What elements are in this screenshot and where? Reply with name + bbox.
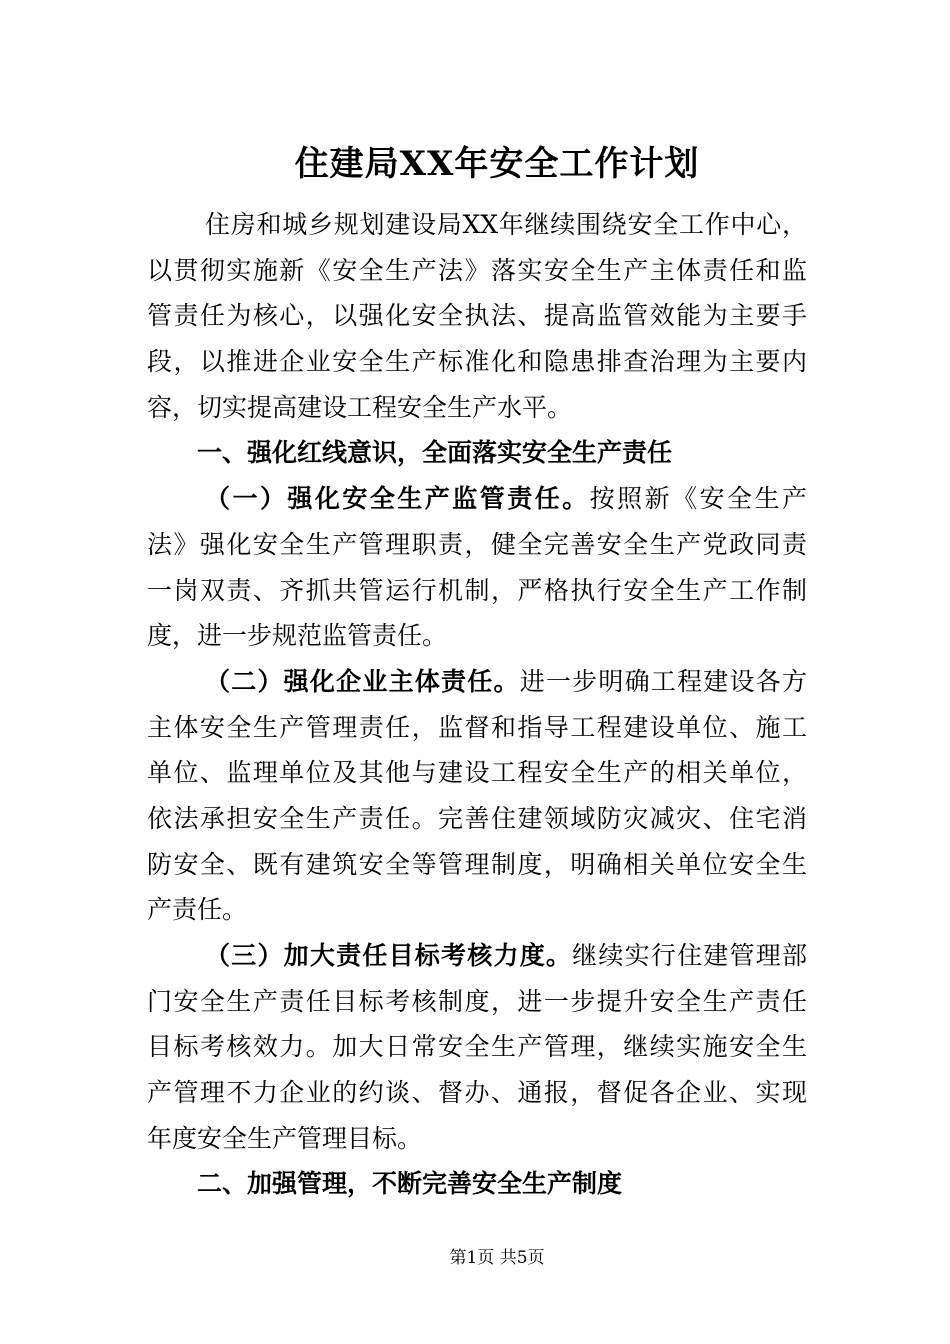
subsection-heading: （三）加大责任目标考核力度。 xyxy=(205,941,573,970)
document-title: 住建局XX年安全工作计划 xyxy=(294,144,700,184)
text-line xyxy=(147,1070,807,1116)
section-heading: 一、强化红线意识，全面落实安全生产责任 xyxy=(197,438,673,468)
line-text: 进一步明确工程建设各方 xyxy=(519,666,807,696)
text-line xyxy=(147,796,807,842)
text-line xyxy=(147,659,807,705)
line-text: 门安全生产责任目标考核制度，进一步提升安全生产责任 xyxy=(147,986,807,1016)
text-line xyxy=(147,842,807,888)
text-line xyxy=(147,979,807,1025)
line-text: 一岗双责、齐抓共管运行机制，严格执行安全生产工作制 xyxy=(147,575,807,605)
line-text: 单位、监理单位及其他与建设工程安全生产的相关单位， xyxy=(147,758,807,788)
text-line xyxy=(147,385,807,431)
subsection-heading: （一）强化安全生产监管责任。 xyxy=(205,484,590,514)
subsection-heading: （二）强化企业主体责任。 xyxy=(205,666,520,696)
page-footer: 第1页 共5页 xyxy=(449,1248,545,1268)
text-line xyxy=(147,202,807,248)
text-line xyxy=(147,613,807,659)
text-line xyxy=(147,933,807,979)
text-line xyxy=(147,339,807,385)
line-text: 继续实行住建管理部 xyxy=(572,941,807,970)
section-heading: 二、加强管理，不断完善安全生产制度 xyxy=(197,1169,623,1199)
text-line xyxy=(147,568,807,614)
text-line xyxy=(147,476,807,522)
document-body xyxy=(147,202,807,1207)
line-text: 法》强化安全生产管理职责，健全完善安全生产党政同责 xyxy=(147,529,807,559)
line-text: 依法承担安全生产责任。完善住建领域防灾减灾、住宅消 xyxy=(147,803,807,833)
line-text: 住房和城乡规划建设局XX年继续围绕安全工作中心， xyxy=(205,210,807,239)
text-line xyxy=(147,1024,807,1070)
line-text: 产管理不力企业的约谈、督办、通报，督促各企业、实现 xyxy=(147,1078,807,1108)
text-line xyxy=(147,248,807,294)
text-line xyxy=(147,293,807,339)
line-text: 产责任。 xyxy=(147,895,248,925)
text-line xyxy=(147,750,807,796)
line-text: 容，切实提高建设工程安全生产水平。 xyxy=(147,392,573,422)
line-text: 按照新《安全生产 xyxy=(589,484,807,514)
text-line xyxy=(147,1116,807,1162)
line-text: 以贯彻实施新《安全生产法》落实安全生产主体责任和监 xyxy=(147,255,807,285)
line-text: 目标考核效力。加大日常安全生产管理，继续实施安全生 xyxy=(147,1032,807,1062)
text-line xyxy=(147,705,807,751)
text-line xyxy=(147,887,807,933)
line-text: 防安全、既有建筑安全等管理制度，明确相关单位安全生 xyxy=(147,849,807,879)
line-text: 管责任为核心，以强化安全执法、提高监管效能为主要手 xyxy=(147,301,807,331)
line-text: 年度安全生产管理目标。 xyxy=(147,1123,423,1153)
line-text: 度，进一步规范监管责任。 xyxy=(147,621,448,651)
text-line xyxy=(147,522,807,568)
line-text: 主体安全生产管理责任，监督和指导工程建设单位、施工 xyxy=(147,712,807,742)
line-text: 段，以推进企业安全生产标准化和隐患排查治理为主要内 xyxy=(147,347,807,377)
